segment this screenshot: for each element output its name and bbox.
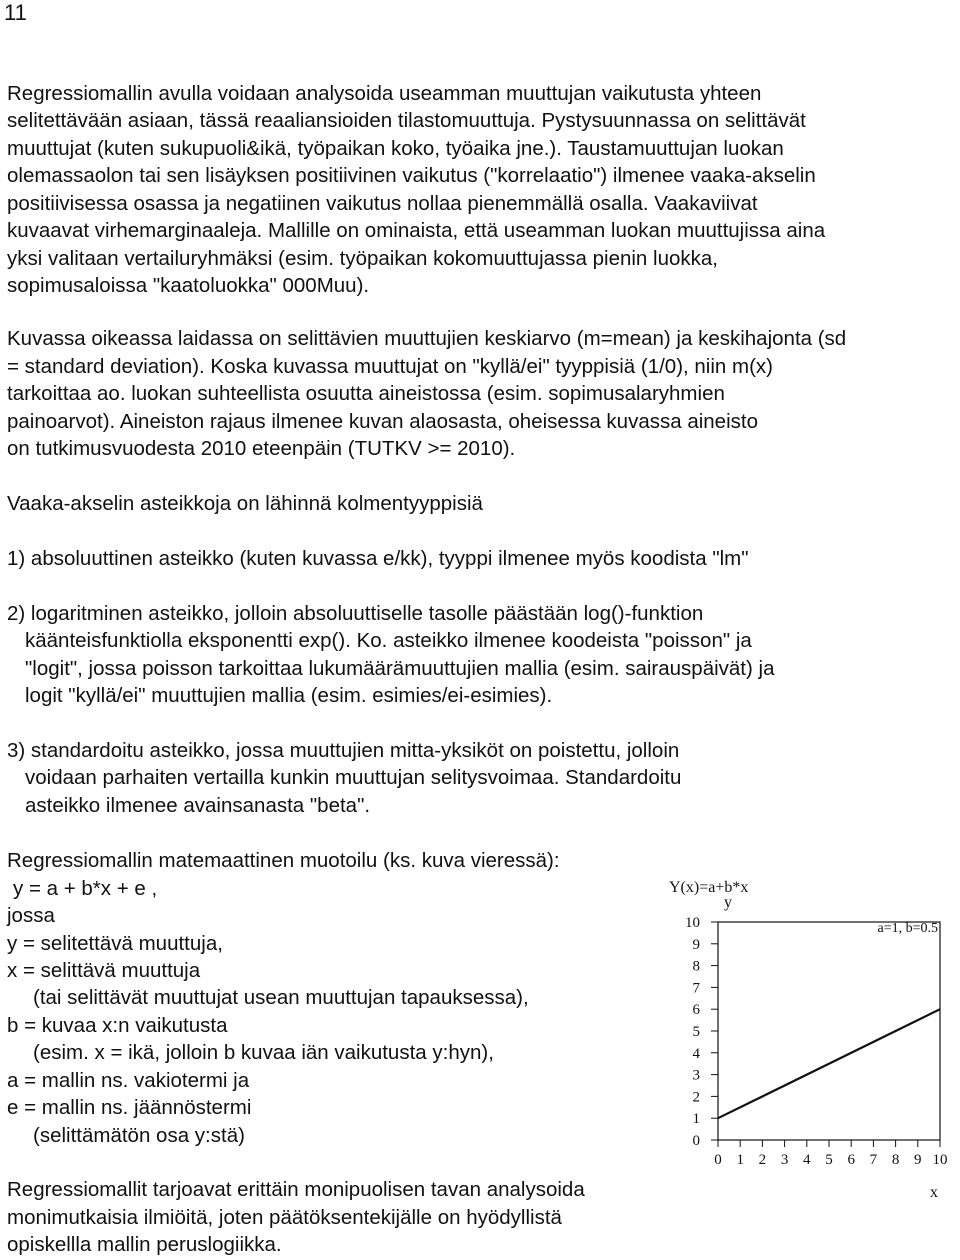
formula-line: y = selitettävä muuttuja,	[7, 932, 223, 955]
formula-line: a = mallin ns. vakiotermi ja	[7, 1069, 250, 1092]
text-line: opiskellla mallin peruslogiikka.	[7, 1233, 282, 1256]
y-tick-label: 9	[692, 936, 700, 953]
formula-line: (tai selittävät muuttujat usean muuttujan tapauksessa),	[33, 986, 529, 1009]
text-line: yksi valitaan vertailuryhmäksi (esim. työpaikan kokomuuttujassa pienin luokka,	[7, 247, 718, 270]
y-tick-label: 4	[692, 1045, 700, 1062]
y-tick-label: 0	[692, 1133, 700, 1149]
formula-heading: Regressiomallin matemaattinen muotoilu (ks. kuva vieressä):	[7, 849, 560, 872]
text-line: painoarvot). Aineiston rajaus ilmenee kuvan alaosasta, oheisessa kuvassa aineisto	[7, 410, 758, 433]
text-line: logit "kyllä/ei" muuttujien mallia (esim. esimies/ei-esimies).	[25, 684, 553, 707]
text-line: asteikko ilmenee avainsanasta "beta".	[25, 794, 371, 817]
text-line: Kuvassa oikeassa laidassa on selittävien muuttujien keskiarvo (m=mean) ja keskihajonta (sd	[7, 327, 847, 350]
x-tick-label: 9	[914, 1152, 922, 1168]
x-tick-label: 3	[780, 1152, 789, 1168]
text-line: muuttujat (kuten sukupuoli&ikä, työpaikan koko, työaika jne.). Taustamuuttujan luokan	[7, 137, 784, 160]
y-tick-label: 7	[692, 980, 700, 997]
x-tick-label: 5	[825, 1152, 833, 1168]
text-line: voidaan parhaiten vertailla kunkin muuttujan selitysvoimaa. Standardoitu	[25, 766, 682, 789]
formula-line: (esim. x = ikä, jolloin b kuvaa iän vaikutusta y:hyn),	[33, 1041, 494, 1064]
formula-line: x = selittävä muuttuja	[7, 959, 201, 982]
text-line: Regressiomallit tarjoavat erittäin monipuolisen tavan analysoida	[7, 1178, 585, 1201]
text-line: selitettävään asiaan, tässä reaaliansioiden tilastomuuttuja. Pystysuunnassa on selittävät	[7, 109, 806, 132]
formula-line: jossa	[7, 904, 55, 927]
text-line: kuvaavat virhemarginaaleja. Mallille on ominaista, että useamman luokan muuttujissa aina	[7, 219, 826, 242]
formula-line: b = kuvaa x:n vaikutusta	[7, 1014, 228, 1037]
plot-frame	[718, 922, 940, 1140]
scale-types-heading: Vaaka-akselin asteikkoja on lähinnä kolmentyyppisiä	[7, 492, 483, 515]
x-axis-label: x	[930, 1184, 938, 1201]
text-line: 3) standardoitu asteikko, jossa muuttujien mitta-yksiköt on poistettu, jolloin	[7, 739, 680, 762]
text-line: monimutkaisia ilmiöitä, joten päätöksentekijälle on hyödyllistä	[7, 1206, 562, 1229]
formula-line: e = mallin ns. jäännöstermi	[7, 1096, 252, 1119]
y-axis-label: y	[724, 894, 732, 911]
x-tick-label: 8	[891, 1152, 900, 1168]
scale-item-absolute: 1) absoluuttinen asteikko (kuten kuvassa e/kk), tyyppi ilmenee myös koodista "lm"	[7, 547, 749, 570]
text-line: sopimusaloissa "kaatoluokka" 000Muu).	[7, 274, 370, 297]
chart-title: Y(x)=a+b*x	[669, 879, 749, 896]
page-number: 11	[4, 0, 27, 25]
text-line: 2) logaritminen asteikko, jolloin absoluuttiselle tasolle päästään log()-funktion	[7, 602, 704, 625]
regression-equation: y = a + b*x + e ,	[13, 877, 158, 900]
text-line: olemassaolon tai sen lisäyksen positiivinen vaikutus ("korrelaatio") ilmenee vaaka-akselin	[7, 164, 816, 187]
text-line: "logit", jossa poisson tarkoittaa lukumäärämuuttujien mallia (esim. sairauspäivät) ja	[25, 657, 775, 680]
x-tick-label: 10	[932, 1152, 948, 1168]
x-tick-label: 7	[869, 1152, 878, 1168]
model-parameters-label: a=1, b=0.5	[877, 921, 938, 936]
y-tick-label: 10	[685, 915, 700, 931]
x-tick-label: 1	[736, 1152, 744, 1168]
text-line: Regressiomallin avulla voidaan analysoida useamman muuttujan vaikutusta yhteen	[7, 82, 762, 105]
y-tick-label: 2	[692, 1089, 700, 1106]
x-tick-label: 4	[803, 1152, 811, 1168]
regression-line	[718, 1009, 940, 1118]
formula-line: (selittämätön osa y:stä)	[33, 1124, 245, 1147]
y-tick-label: 3	[692, 1067, 700, 1084]
y-tick-label: 5	[692, 1024, 700, 1040]
x-tick-label: 6	[847, 1152, 855, 1168]
x-tick-label: 2	[758, 1152, 767, 1168]
y-tick-label: 8	[692, 958, 700, 975]
y-tick-label: 6	[692, 1002, 700, 1019]
text-line: positiivisessa osassa ja negatiinen vaikutus nollaa pienemmällä osalla. Vaakaviivat	[7, 192, 758, 215]
text-line: = standard deviation). Koska kuvassa muuttujat on "kyllä/ei" tyyppisiä (1/0), niin m(x)	[7, 355, 773, 378]
y-tick-label: 1	[692, 1111, 700, 1128]
text-line: tarkoittaa ao. luokan suhteellista osuutta aineistossa (esim. sopimusalaryhmien	[7, 382, 725, 405]
text-line: on tutkimusvuodesta 2010 eteenpäin (TUTKV >= 2010).	[7, 437, 516, 460]
x-tick-label: 0	[714, 1152, 722, 1168]
text-line: kääntеisfunktiolla eksponentti exp(). Ko. asteikko ilmenee koodeista "poisson" ja	[25, 629, 752, 652]
regression-line-chart	[660, 860, 960, 1260]
